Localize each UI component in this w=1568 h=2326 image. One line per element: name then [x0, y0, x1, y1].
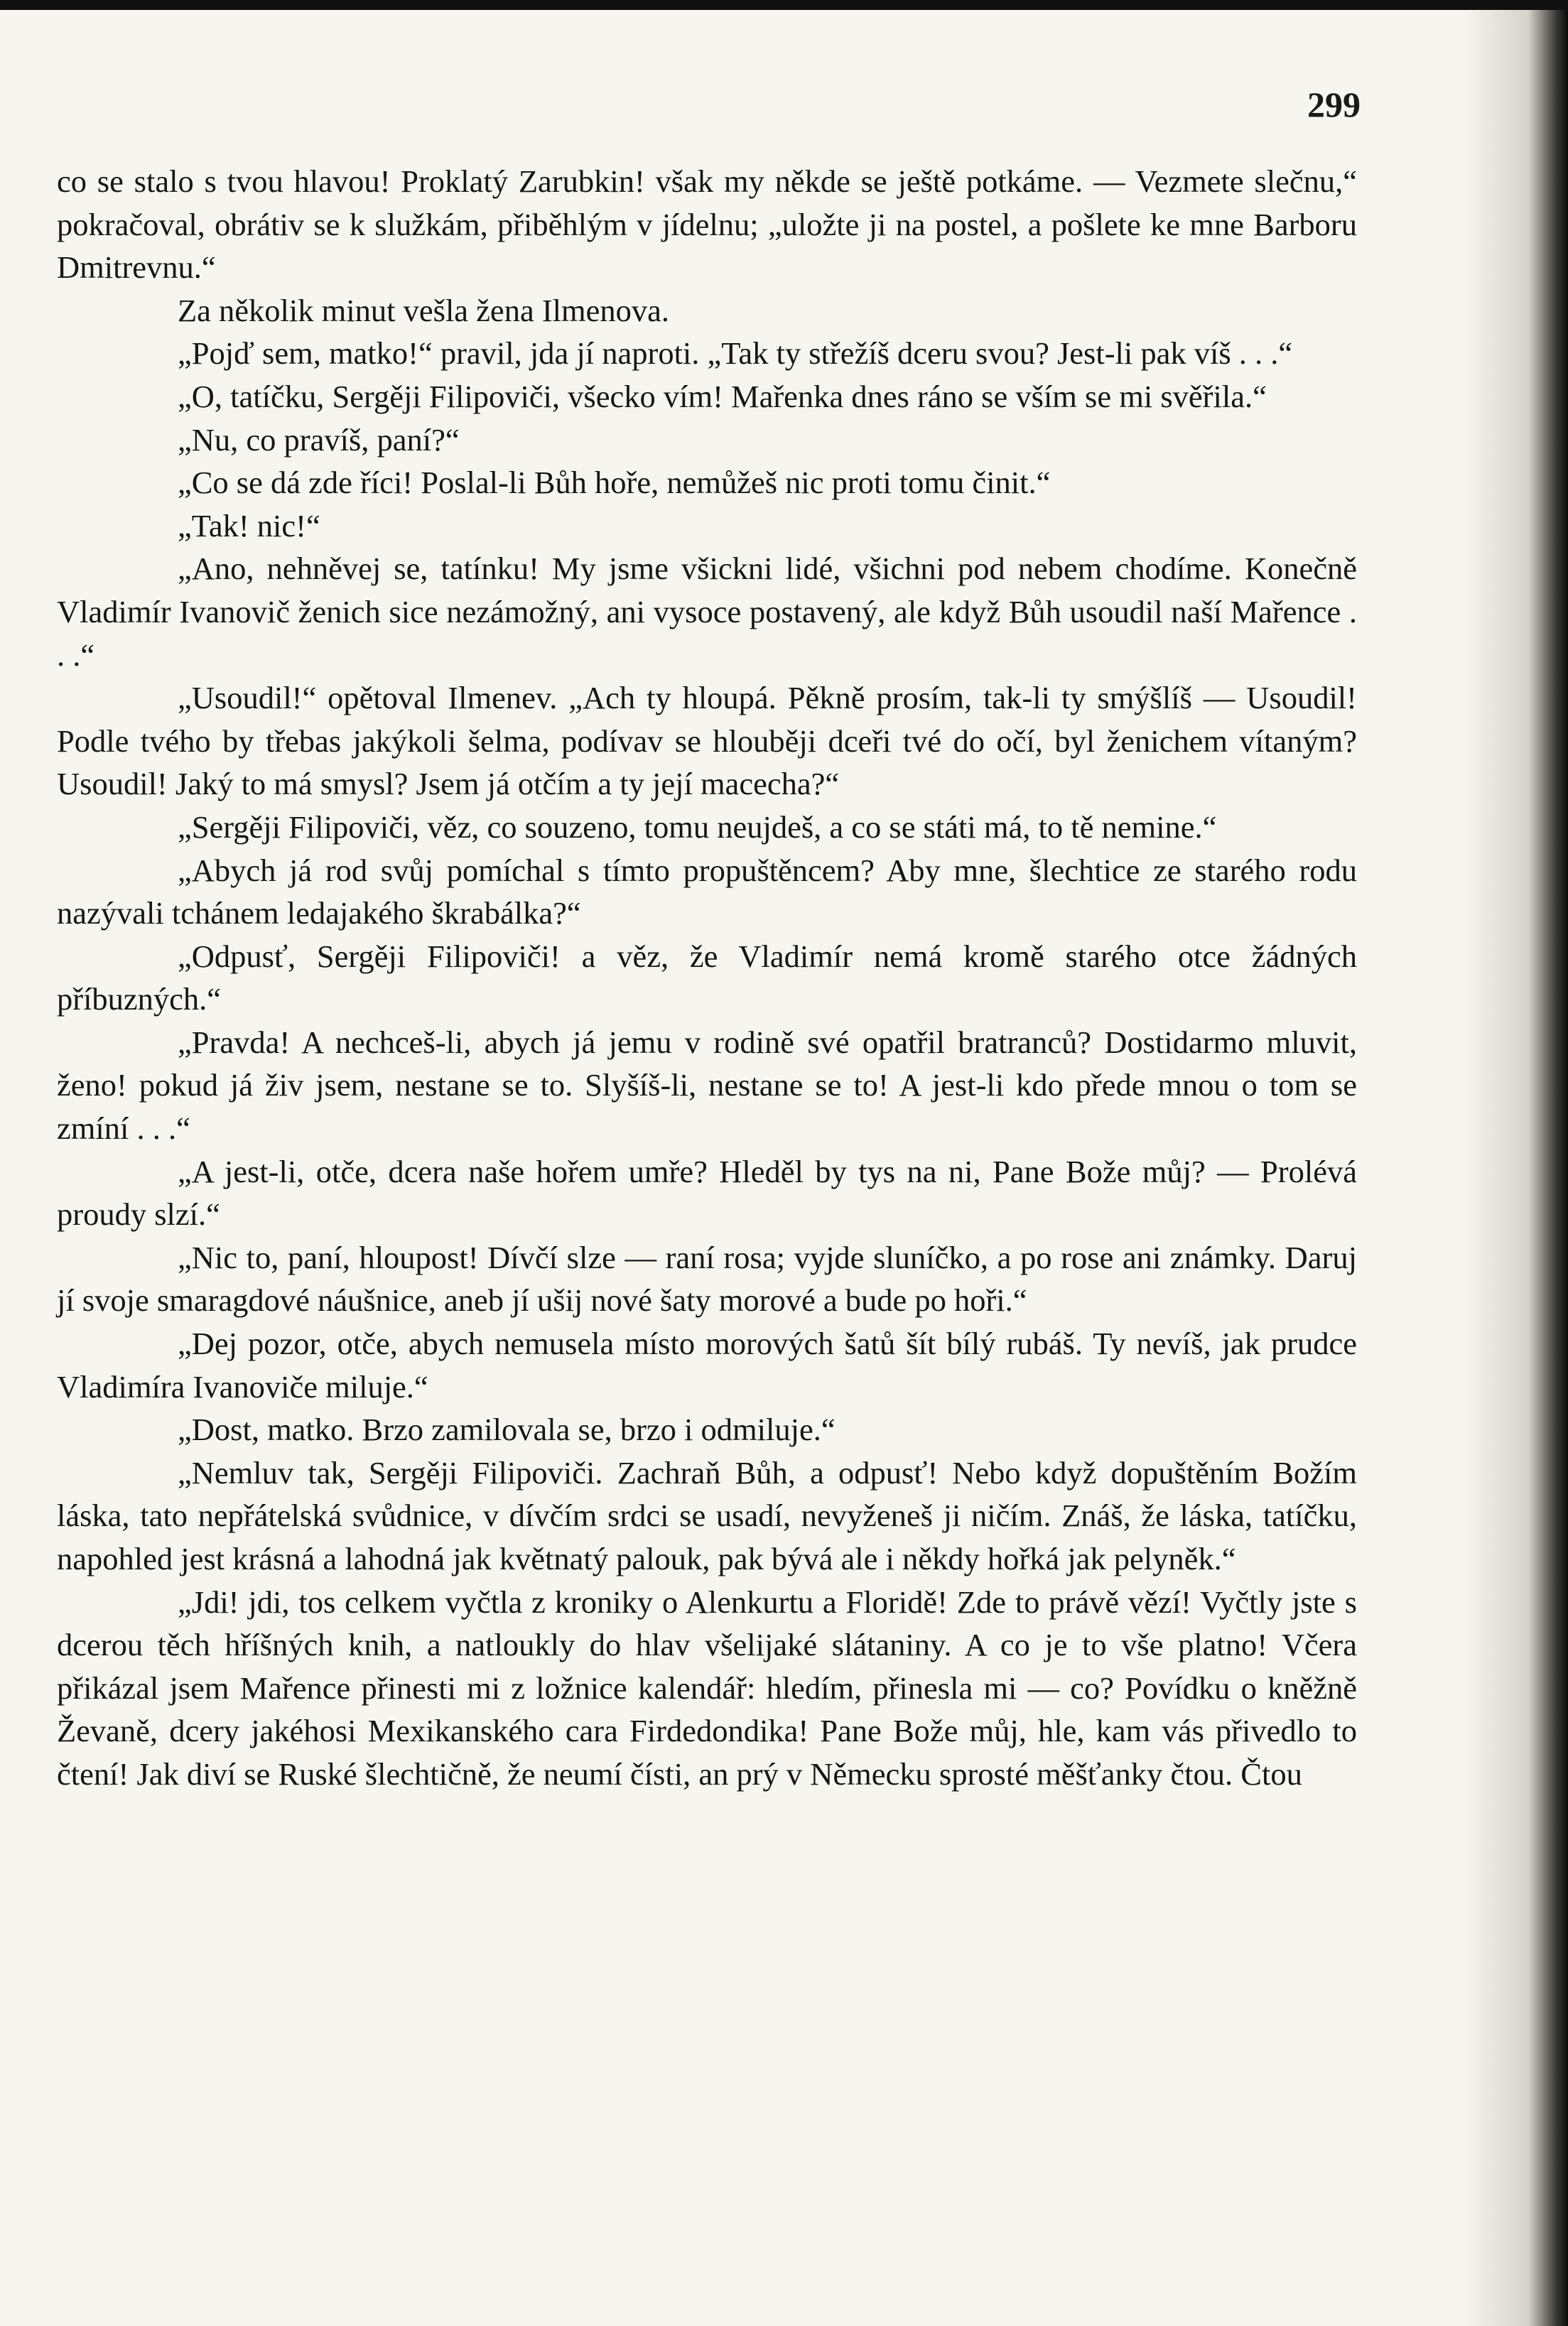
paragraph: „Sergěji Filipoviči, věz, co souzeno, tomu neujdeš, a co se státi má, to tě nemine.“ [178, 808, 1217, 845]
paragraph: „Ano, nehněvej se, tatínku! My jsme všickni lidé, všichni pod nebem chodíme. Konečně Vladimír Ivanovič ženich sice nezámožný, ani vysoce postavený, ale když Bůh usoudil naší Mařence . . .“ [57, 551, 1357, 673]
paragraph: „O, tatíčku, Sergěji Filipoviči, všecko vím! Mařenka dnes ráno se vším se mi svěřila.“ [178, 378, 1267, 414]
paragraph: „Nu, co pravíš, paní?“ [178, 421, 460, 458]
paragraph: „A jest-li, otče, dcera naše hořem umře? Hleděl by tys na ni, Pane Bože můj? — Prolévá proudy slzí.“ [57, 1153, 1357, 1233]
paragraph: „Nic to, paní, hloupost! Dívčí slze — raní rosa; vyjde sluníčko, a po rose ani známky. Daruj jí svoje smaragdové náušnice, aneb jí ušij nové šaty morové a bude po hoři.“ [57, 1239, 1357, 1319]
paragraph: „Usoudil!“ opětoval Ilmenev. „Ach ty hloupá. Pěkně prosím, tak-li ty smýšlíš — Usoudil! Podle tvého by třebas jakýkoli šelma, podívav se hlouběji dceři tvé do očí, byl ženichem vítaným? Usoudil! Jaký to má smysl? Jsem já otčím a ty její macecha?“ [57, 680, 1357, 802]
paragraph: co se stalo s tvou hlavou! Proklatý Zarubkin! však my někde se ještě potkáme. — Vezmete slečnu,“ pokračoval, obrátiv se k služkám, přiběhlým v jídelnu; „uložte ji na postel, a pošlete ke mne Barboru Dmitrevnu.“ [57, 163, 1357, 286]
paragraph: „Jdi! jdi, tos celkem vyčtla z kroniky o Alenkurtu a Floridě! Zde to právě vězí! Vyčtly jste s dcerou těch hříšných knih, a natloukly do hlav všelijaké slátaniny. A co je to vše platno! Včera přikázal jsem Mařence přinesti mi z ložnice kalendář: hledím, přinesla mi — co? Povídku o kněžně Ževaně, dcery jakéhosi Mexikanského cara Firdedondika! Pane Bože můj, hle, kam vás přivedlo to čtení! Jak diví se Ruské šlechtičně, že neumí čísti, an prý v Německu sprosté měšťanky čtou. Čtou [57, 1584, 1357, 1792]
paragraph: „Odpusť, Sergěji Filipoviči! a věz, že Vladimír nemá kromě starého otce žádných příbuzných.“ [57, 938, 1357, 1017]
paragraph: „Dost, matko. Brzo zamilovala se, brzo i odmiluje.“ [178, 1412, 836, 1448]
page-body-text [57, 160, 1357, 1796]
paragraph: „Abych já rod svůj pomíchal s tímto propuštěncem? Aby mne, šlechtice ze starého rodu nazývali tchánem ledajakého škrabálka?“ [57, 852, 1357, 931]
paragraph: „Co se dá zde říci! Poslal-li Bůh hoře, nemůžeš nic proti tomu činit.“ [178, 465, 1051, 501]
paragraph: Za několik minut vešla žena Ilmenova. [178, 292, 669, 328]
scan-top-border [0, 0, 1568, 10]
page-edge-shadow [1464, 0, 1528, 2326]
facing-page-edge [1528, 0, 1568, 2326]
paragraph: „Tak! nic!“ [178, 507, 320, 543]
paragraph: „Dej pozor, otče, abych nemusela místo morových šatů šít bílý rubáš. Ty nevíš, jak prudce Vladimíra Ivanoviče miluje.“ [57, 1326, 1357, 1405]
page-number: 299 [1307, 85, 1361, 124]
paragraph: „Pravda! A nechceš-li, abych já jemu v rodině své opatřil bratranců? Dostidarmo mluvit, ženo! pokud já živ jsem, nestane se to. Slyšíš-li, nestane se to! A jest-li kdo přede mnou o tom se zmíní . . .“ [57, 1024, 1357, 1147]
paragraph: „Nemluv tak, Sergěji Filipoviči. Zachraň Bůh, a odpusť! Nebo když dopuštěním Božím láska, tato nepřátelská svůdnice, v dívčím srdci se usadí, nevyženeš ji ničím. Znáš, že láska, tatíčku, napohled jest krásná a lahodná jak květnatý palouk, pak bývá ale i někdy hořká jak pelyněk.“ [57, 1454, 1357, 1576]
paragraph: „Pojď sem, matko!“ pravil, jda jí naproti. „Tak ty střežíš dceru svou? Jest-li pak víš . . .“ [178, 335, 1293, 372]
